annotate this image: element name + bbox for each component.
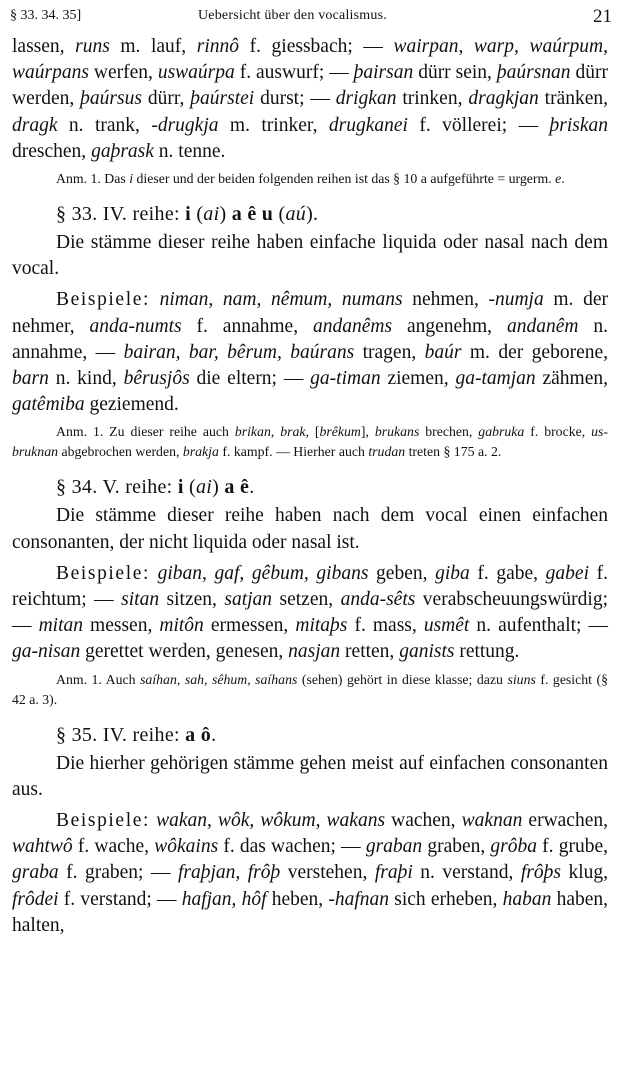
page-body [12, 34, 608, 939]
section-34-intro: Die stämme dieser reihe haben nach dem vocal einen einfachen consonanten, der nicht liquida oder nasal ist. [12, 505, 608, 553]
running-header [10, 6, 612, 28]
section-heading-34: § 34. V. reihe: i (ai) a ê. [56, 476, 255, 499]
section-range: § 33. 34. 35] [10, 8, 82, 23]
section-35-examples: Beispiele: wakan, wôk, wôkum, wakans wachen, waknan erwachen, wahtwô f. wache, wôkains f. das wachen; — graban graben, grôba f. grube, graba f. graben; — fraþjan, frôþ verstehen, fraþi n. verstand, frôþs klug, frôdei f. verstand; — hafjan, hôf heben, -hafnan sich erheben, haban haben, halten, [12, 810, 609, 936]
section-34-examples: Beispiele: giban, gaf, gêbum, gibans geben, giba f. gabe, gabei f. reichtum; — sitan sitzen, satjan setzen, anda-sêts verabscheuungswürdig; — mitan messen, mitôn ermessen, mitaþs f. mass, usmêt n. aufenthalt; — ga-nisan gerettet werden, genesen, nasjan retten, ganists rettung. [12, 562, 609, 663]
section-34-note: Anm. 1. Auch saíhan, sah, sêhum, saíhans (sehen) gehört in diese klasse; dazu siuns f. gesicht (§ 42 a. 3). [12, 671, 609, 707]
continued-paragraph: lassen, runs m. lauf, rinnô f. giessbach; — wairpan, warp, waúrpum, waúrpans werfen, uswaúrpa f. auswurf; — þairsan dürr sein, þaúrsnan dürr werden, þaúrsus dürr, þaúrstei durst; — drigkan trinken, dragkjan tränken, dragk n. trank, -drugkja m. trinker, drugkanei f. völlerei; — þriskan dreschen, gaþrask n. tenne. [12, 36, 609, 162]
section-33-examples: Beispiele: niman, nam, nêmum, numans nehmen, -numja m. der nehmer, anda-numts f. annahme, andanêms angenehm, andanêm n. annahme, — bairan, bar, bêrum, baúrans tragen, baúr m. der geborene, barn n. kind, bêrusjôs die eltern; — ga-timan ziemen, ga-tamjan zähmen, gatêmiba geziemend. [12, 289, 609, 416]
running-title: Uebersicht über den vocalismus. [198, 8, 387, 23]
section-33-intro: Die stämme dieser reihe haben einfache liquida oder nasal nach dem vocal. [12, 232, 608, 280]
note-anm-1: Anm. 1. Das i dieser und der beiden folgenden reihen ist das § 10 a aufgeführte = urgerm. e. [56, 171, 565, 187]
section-33-note: Anm. 1. Zu dieser reihe auch brikan, brak, [brêkum], brukans brechen, gabruka f. brocke, us-bruknan abgebrochen werden, brakja f. kampf. — Hierher auch trudan treten § 175 a. 2. [12, 424, 608, 460]
section-heading-33: § 33. IV. reihe: i (ai) a ê u (aú). [56, 203, 319, 226]
section-heading-35: § 35. IV. reihe: a ô. [56, 723, 217, 746]
section-35-intro: Die hierher gehörigen stämme gehen meist auf einfachen consonanten aus. [12, 752, 608, 800]
page-number: 21 [593, 6, 612, 27]
